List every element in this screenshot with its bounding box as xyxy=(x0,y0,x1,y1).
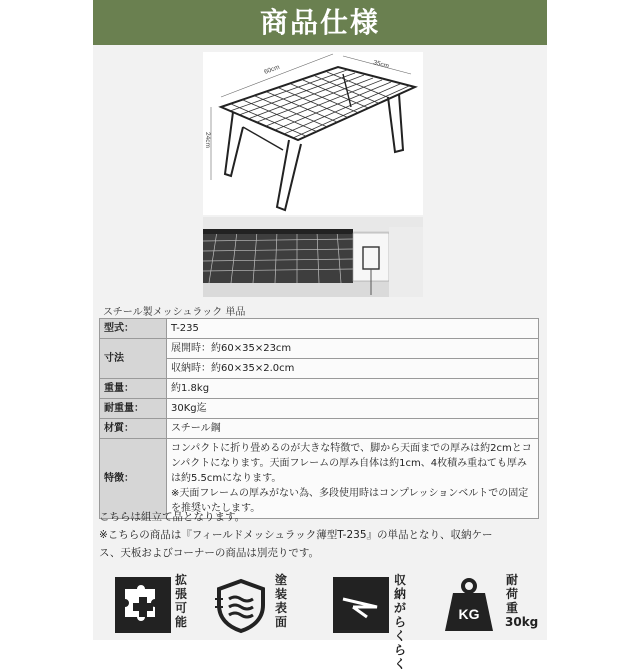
spec-row-weight xyxy=(100,379,539,399)
page-title: 商品仕様 xyxy=(93,0,547,45)
spec-value: T-235 xyxy=(167,319,539,339)
spec-label: 耐重量： xyxy=(100,399,167,419)
spec-label: 重量： xyxy=(100,379,167,399)
feature-label: 耐荷重30kg xyxy=(505,573,539,629)
spec-value: 展開時：約60×35×23cm xyxy=(167,339,539,359)
note-line: ※こちらの商品は『フィールドメッシュラック薄型T-235』の単品となり、収納ケー xyxy=(99,529,493,541)
spec-label: 材質： xyxy=(100,419,167,439)
feature-line: は約5.5cmになります。 xyxy=(171,473,282,484)
spec-row-features xyxy=(100,439,539,519)
puzzle-icon xyxy=(115,577,171,637)
spec-label: 型式： xyxy=(100,319,167,339)
spec-value xyxy=(167,439,539,519)
notes-section xyxy=(99,508,543,562)
spec-label: 寸法 xyxy=(100,339,167,379)
height-dimension-label: 24cm xyxy=(204,132,211,148)
folding-icon xyxy=(333,577,389,637)
feature-label: 収納がらくらく xyxy=(393,573,406,671)
feature-icons-bar xyxy=(93,573,547,671)
spec-value: スチール鋼 xyxy=(167,419,539,439)
spec-value: 収納時：約60×35×2.0cm xyxy=(167,359,539,379)
spec-table xyxy=(99,318,539,519)
product-diagram-image xyxy=(203,52,423,215)
spec-label: 特徴： xyxy=(100,439,167,519)
mesh-closeup-drawing xyxy=(203,217,423,297)
spec-value: 30Kg迄 xyxy=(167,399,539,419)
spec-value: 約1.8kg xyxy=(167,379,539,399)
note-line: こちらは組立て品となります。 xyxy=(99,511,246,523)
weight-badge-text: KG xyxy=(458,606,480,622)
weight-icon xyxy=(441,577,497,637)
feature-line: ※天面フレームの厚みがない為、多段使用時はコンプレッションベルトでの固定 xyxy=(171,488,529,499)
spec-row-model xyxy=(100,319,539,339)
feature-line: コンパクトに折り畳めるのが大きな特徴で、脚から天面までの厚みは約2cmとコ xyxy=(171,443,532,454)
spec-product-title: スチール製メッシュラック 単品 xyxy=(103,307,246,318)
spec-row-size-open xyxy=(100,339,539,359)
feature-label: 塗装表面 xyxy=(274,573,287,629)
feature-line: ンパクトになります。天面フレームの厚み自体は約1cm、4枚積み重ねても厚み xyxy=(171,458,527,469)
spec-row-material xyxy=(100,419,539,439)
width-dimension-label: 60cm xyxy=(263,63,281,76)
note-line: ス、天板およびコーナーの商品は別売りです。 xyxy=(99,547,319,559)
mesh-table-drawing xyxy=(203,52,423,215)
shield-icon xyxy=(213,577,269,637)
spec-row-load xyxy=(100,399,539,419)
depth-dimension-label: 35cm xyxy=(372,59,390,71)
product-spec-page xyxy=(93,0,547,671)
product-closeup-image xyxy=(203,217,423,297)
feature-label: 拡張可能 xyxy=(174,573,187,629)
feature-line: を推奨いたします。 xyxy=(171,503,261,514)
